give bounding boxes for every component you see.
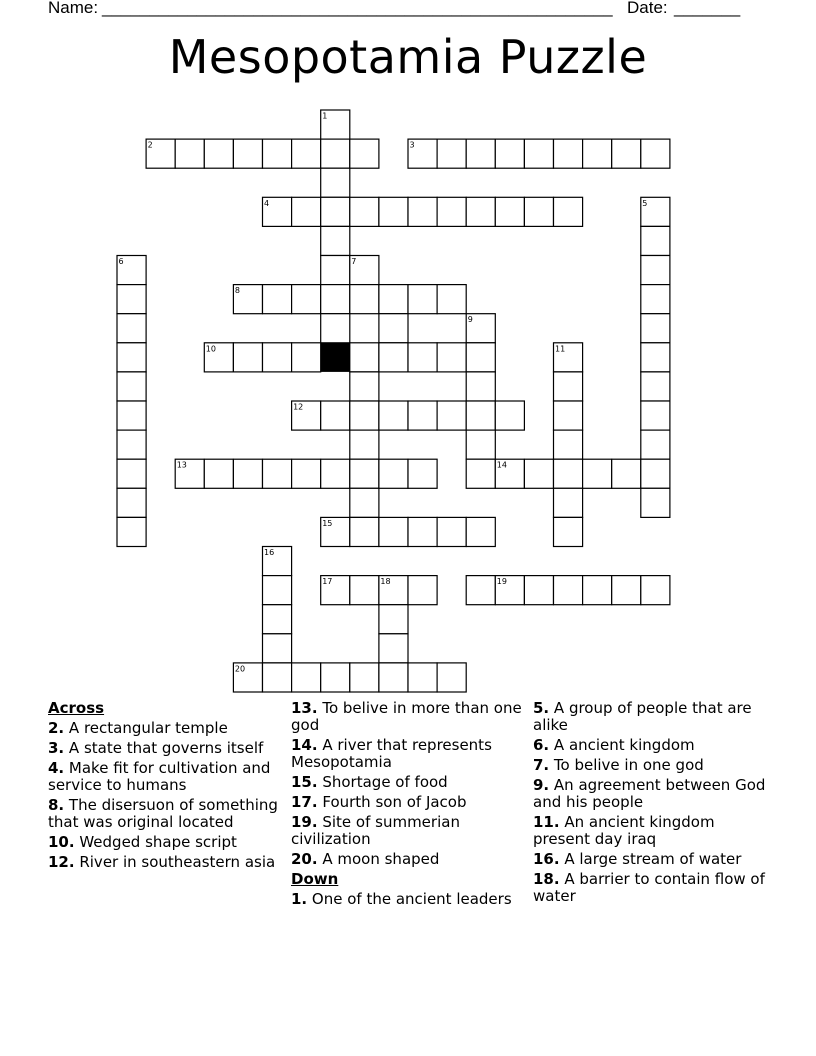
grid-cell[interactable]: [350, 139, 379, 168]
grid-cell[interactable]: [466, 139, 495, 168]
grid-cell[interactable]: [350, 372, 379, 401]
grid-cell[interactable]: [408, 285, 437, 314]
grid-cell[interactable]: [524, 459, 553, 488]
grid-cell[interactable]: [641, 226, 670, 255]
grid-cell[interactable]: [554, 576, 583, 605]
grid-cell[interactable]: [292, 459, 321, 488]
grid-cell[interactable]: [641, 139, 670, 168]
grid-cell[interactable]: [263, 459, 292, 488]
clue-number: 6.: [533, 736, 550, 754]
grid-cell[interactable]: [554, 459, 583, 488]
clue-text: An agreement between God and his people: [533, 776, 766, 811]
grid-cell[interactable]: [204, 459, 233, 488]
clue-number: 3.: [48, 739, 65, 757]
grid-cell[interactable]: [554, 139, 583, 168]
clue-text: Wedged shape script: [74, 833, 237, 851]
grid-cell[interactable]: [263, 285, 292, 314]
clue-text: A large stream of water: [559, 850, 742, 868]
clue-number: 20.: [291, 850, 318, 868]
grid-cell[interactable]: [321, 139, 350, 168]
grid-cell[interactable]: [408, 459, 437, 488]
cell-number: 11: [555, 344, 566, 354]
grid-cell[interactable]: [350, 576, 379, 605]
grid-cell[interactable]: [641, 488, 670, 517]
grid-cell[interactable]: [233, 139, 262, 168]
clue-item: [48, 797, 278, 831]
grid-cell[interactable]: [263, 605, 292, 634]
clue-item: [48, 720, 278, 737]
clue-number: 1.: [291, 890, 308, 908]
grid-cell[interactable]: [321, 285, 350, 314]
grid-cell[interactable]: [292, 285, 321, 314]
cell-number: 3: [409, 140, 415, 150]
cell-number: 12: [293, 402, 304, 412]
grid-cell[interactable]: [612, 576, 641, 605]
grid-cell[interactable]: [350, 459, 379, 488]
date-field[interactable]: _______: [674, 0, 741, 17]
clue-item: [533, 871, 773, 905]
grid-cell[interactable]: [350, 430, 379, 459]
clue-text: A rectangular temple: [64, 719, 228, 737]
grid-cell[interactable]: [204, 139, 233, 168]
clue-item: [291, 814, 523, 848]
clue-text: River in southeastern asia: [74, 853, 276, 871]
cell-number: 18: [380, 577, 391, 587]
grid-cell[interactable]: [117, 517, 146, 546]
cell-number: 1: [322, 111, 328, 121]
grid-cell[interactable]: [263, 663, 292, 692]
cell-number: 8: [234, 286, 240, 296]
clue-text: To belive in one god: [549, 756, 704, 774]
clue-item: [291, 794, 523, 811]
grid-cell[interactable]: [641, 256, 670, 285]
grid-cell[interactable]: [524, 576, 553, 605]
grid-cell[interactable]: [466, 372, 495, 401]
clue-text: A state that governs itself: [64, 739, 264, 757]
grid-cell[interactable]: [408, 197, 437, 226]
grid-cell[interactable]: [350, 517, 379, 546]
grid-cell[interactable]: [379, 197, 408, 226]
grid-cell[interactable]: [263, 576, 292, 605]
grid-cell[interactable]: [263, 343, 292, 372]
grid-cell[interactable]: [495, 139, 524, 168]
grid-cell[interactable]: [437, 197, 466, 226]
clue-text: Site of summerian civilization: [291, 813, 460, 848]
grid-cell[interactable]: [437, 139, 466, 168]
clue-text: An ancient kingdom present day iraq: [533, 813, 715, 848]
clue-item: [291, 700, 523, 734]
grid-cell[interactable]: [437, 663, 466, 692]
clue-item: [291, 737, 523, 771]
grid-cell[interactable]: [350, 663, 379, 692]
clue-item: [533, 814, 773, 848]
grid-cell[interactable]: [233, 343, 262, 372]
grid-cell[interactable]: [379, 663, 408, 692]
grid-cell[interactable]: [408, 517, 437, 546]
clue-item: [291, 774, 523, 791]
grid-cell[interactable]: [524, 197, 553, 226]
grid-cell[interactable]: [466, 197, 495, 226]
clues-column-1: [48, 700, 278, 874]
grid-cell[interactable]: [233, 459, 262, 488]
clue-item: [291, 851, 523, 868]
cell-number: 16: [264, 548, 275, 557]
grid-cell[interactable]: [466, 343, 495, 372]
grid-cell[interactable]: [292, 343, 321, 372]
black-cell: [321, 343, 350, 372]
grid-cell[interactable]: [321, 256, 350, 285]
grid-cell[interactable]: [641, 343, 670, 372]
grid-cell[interactable]: [524, 139, 553, 168]
grid-cell[interactable]: [466, 401, 495, 430]
clue-item: [533, 851, 773, 868]
grid-cell[interactable]: [408, 401, 437, 430]
across-heading: Across: [48, 699, 105, 717]
clue-item: [291, 891, 523, 908]
grid-cell[interactable]: [350, 197, 379, 226]
clue-text: A moon shaped: [317, 850, 440, 868]
grid-cell[interactable]: [321, 401, 350, 430]
clue-number: 7.: [533, 756, 550, 774]
grid-cell[interactable]: [583, 139, 612, 168]
grid-cell[interactable]: [641, 576, 670, 605]
clue-number: 4.: [48, 759, 65, 777]
clue-number: 14.: [291, 736, 318, 754]
grid-cell[interactable]: [466, 517, 495, 546]
grid-cell[interactable]: [321, 663, 350, 692]
grid-cell[interactable]: [408, 343, 437, 372]
grid-cell[interactable]: [641, 314, 670, 343]
grid-cell[interactable]: [117, 372, 146, 401]
grid-cell[interactable]: [350, 488, 379, 517]
grid-cell[interactable]: [292, 197, 321, 226]
grid-cell[interactable]: [641, 372, 670, 401]
grid-cell[interactable]: [350, 285, 379, 314]
clue-number: 8.: [48, 796, 65, 814]
clue-item: [48, 854, 278, 871]
down-heading: Down: [291, 870, 339, 888]
cell-number: 7: [351, 257, 357, 266]
grid-cell[interactable]: [117, 401, 146, 430]
grid-cell[interactable]: [641, 285, 670, 314]
clue-text: One of the ancient leaders: [307, 890, 512, 908]
grid-cell[interactable]: [350, 401, 379, 430]
cell-number: 10: [205, 344, 216, 354]
clue-number: 9.: [533, 776, 550, 794]
grid-cell[interactable]: [321, 314, 350, 343]
grid-cell[interactable]: [641, 430, 670, 459]
clue-item: [48, 834, 278, 851]
page-title: Mesopotamia Puzzle: [168, 30, 648, 84]
grid-cell[interactable]: [321, 226, 350, 255]
clue-number: 12.: [48, 853, 75, 871]
grid-cell[interactable]: [117, 488, 146, 517]
grid-cell[interactable]: [321, 459, 350, 488]
grid-cell[interactable]: [321, 168, 350, 197]
clue-text: Fourth son of Jacob: [317, 793, 467, 811]
clue-text: Make fit for cultivation and service to humans: [48, 759, 271, 794]
grid-cell[interactable]: [117, 314, 146, 343]
clue-text: A ancient kingdom: [549, 736, 695, 754]
cell-number: 20: [234, 664, 246, 674]
cell-number: 14: [496, 460, 507, 470]
clue-number: 5.: [533, 699, 550, 717]
date-label: Date:: [627, 0, 668, 17]
clue-item: [533, 777, 773, 811]
grid-cell[interactable]: [466, 576, 495, 605]
grid-cell[interactable]: [117, 459, 146, 488]
cell-number: 4: [264, 198, 270, 208]
grid-cell[interactable]: [554, 488, 583, 517]
clues-column-2: [291, 700, 523, 911]
grid-cell[interactable]: [350, 343, 379, 372]
grid-cell[interactable]: [408, 576, 437, 605]
grid-cell[interactable]: [408, 663, 437, 692]
cell-number: 15: [322, 518, 333, 528]
grid-cell[interactable]: [466, 459, 495, 488]
clue-number: 17.: [291, 793, 318, 811]
grid-cell[interactable]: [495, 197, 524, 226]
grid-cell[interactable]: [437, 343, 466, 372]
grid-cell[interactable]: [612, 459, 641, 488]
grid-cell[interactable]: [466, 430, 495, 459]
clue-text: The disersuon of something that was original located: [48, 796, 278, 831]
clue-number: 13.: [291, 699, 318, 717]
cell-number: 5: [642, 198, 648, 208]
cell-number: 9: [467, 315, 473, 325]
clue-text: A barrier to contain flow of water: [533, 870, 765, 905]
grid-cell[interactable]: [175, 139, 204, 168]
clue-item: [48, 740, 278, 757]
clue-text: Shortage of food: [317, 773, 448, 791]
grid-cell[interactable]: [612, 139, 641, 168]
grid-cell[interactable]: [379, 343, 408, 372]
grid-cell[interactable]: [379, 634, 408, 663]
grid-cell[interactable]: [292, 663, 321, 692]
clue-item: [533, 757, 773, 774]
clue-number: 16.: [533, 850, 560, 868]
grid-cell[interactable]: [554, 197, 583, 226]
clues-column-3: [533, 700, 773, 908]
cell-number: 6: [118, 257, 124, 266]
grid-cell[interactable]: [379, 401, 408, 430]
clue-text: A group of people that are alike: [533, 699, 752, 734]
grid-cell[interactable]: [554, 517, 583, 546]
grid-cell[interactable]: [437, 517, 466, 546]
clue-item: [533, 700, 773, 734]
clue-number: 15.: [291, 773, 318, 791]
grid-cell[interactable]: [437, 285, 466, 314]
cell-number: 13: [176, 460, 187, 470]
clue-number: 18.: [533, 870, 560, 888]
grid-cell[interactable]: [379, 605, 408, 634]
clue-text: To belive in more than one god: [291, 699, 522, 734]
grid-cell[interactable]: [554, 401, 583, 430]
grid-cell[interactable]: [379, 314, 408, 343]
clue-item: [48, 760, 278, 794]
grid-cell[interactable]: [117, 430, 146, 459]
grid-cell[interactable]: [117, 285, 146, 314]
clue-text: A river that represents Mesopotamia: [291, 736, 492, 771]
name-field[interactable]: ______________________________________________________: [102, 0, 613, 17]
grid-cell[interactable]: [554, 372, 583, 401]
clue-number: 11.: [533, 813, 560, 831]
clue-number: 2.: [48, 719, 65, 737]
grid-cell[interactable]: [263, 634, 292, 663]
name-label: Name:: [48, 0, 99, 17]
grid-cell[interactable]: [495, 401, 524, 430]
grid-cell[interactable]: [583, 459, 612, 488]
grid-cell[interactable]: [379, 285, 408, 314]
clue-number: 10.: [48, 833, 75, 851]
grid-cell[interactable]: [379, 517, 408, 546]
clue-item: [533, 737, 773, 754]
grid-cell[interactable]: [379, 459, 408, 488]
grid-cell[interactable]: [292, 139, 321, 168]
grid-cell[interactable]: [641, 459, 670, 488]
cell-number: 19: [496, 577, 507, 587]
grid-cell[interactable]: [117, 343, 146, 372]
cell-number: 17: [322, 577, 333, 587]
clue-number: 19.: [291, 813, 318, 831]
grid-cell[interactable]: [583, 576, 612, 605]
cell-number: 2: [147, 140, 153, 150]
grid-cell[interactable]: [554, 430, 583, 459]
grid-cell[interactable]: [321, 197, 350, 226]
grid-cell[interactable]: [641, 401, 670, 430]
grid-cell[interactable]: [437, 401, 466, 430]
grid-cell[interactable]: [263, 139, 292, 168]
